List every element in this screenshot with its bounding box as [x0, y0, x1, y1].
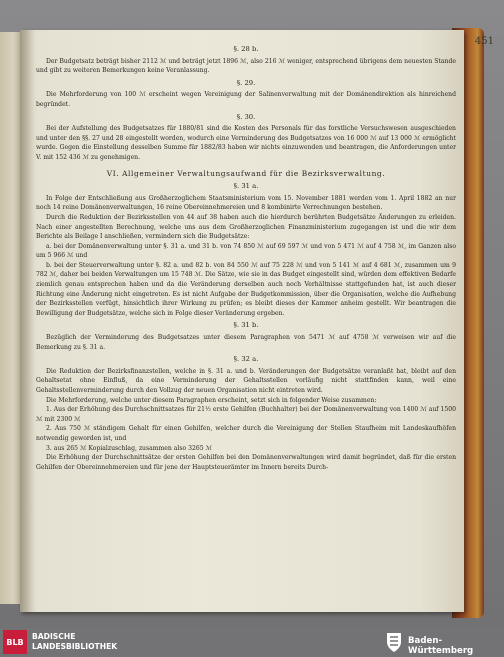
- paragraph: Bezüglich der Verminderung des Budgetsatzes unter diesem Paragraphen von 5471 ℳ auf 4758 ℳ verweisen wir auf die Bemerkung zu §. 31 a.: [36, 334, 456, 351]
- paragraph: Die Mehrforderung von 100 ℳ erscheint wegen Vereinigung der Salinenverwaltung mit der Domänendirektion als hinreichend begründet.: [36, 91, 456, 108]
- chapter-heading: VI. Allgemeiner Verwaltungsaufwand für die Bezirksverwaltung.: [106, 168, 386, 178]
- paragraph: 2. Aus 750 ℳ ständigem Gehalt für einen Gehilfen, welcher durch die Vereinigung der Stellen Staufheim mit Landeskaufhöfen notwendig geworden ist, und: [36, 425, 456, 442]
- page-text: [36, 42, 456, 602]
- paragraph: 1. Aus der Erhöhung des Durchschnittsatzes für 21½ erste Gehilfen (Buchhalter) bei der Domänenverwaltung von 1400 ℳ auf 1500 ℳ mit 2300 ℳ: [36, 406, 456, 423]
- baden-wuerttemberg-label[interactable]: Baden-Württemberg: [408, 636, 474, 656]
- paragraph: b. bei der Steuerverwaltung unter §. 82 a. und 82 b. von 84 550 ℳ auf 75 228 ℳ und von 5 141 ℳ auf 4 681 ℳ, zusammen um 9 782 ℳ, daher bei beiden Verwaltungen um 15 748 ℳ. Die Sätze, wie sie in das Budget eingestellt sind, würden dem effektiven Bedarfe ziemlich genau entsprechen haben und da die Veränderung derselben auch noch Verhältnisse stattgefunden hat, ist auch dieser Richtung eine Änderung nicht eingetreten. Es ist nicht Aufgabe der Budgetkommission, über die Organisation, welche die Aufhebung der Bezirksstellen verfügt, hinsichtlich ihrer Wirkung zu prüfen; es bleibt dieses der Kammer anheim gestellt. Wir beantragen die Bewilligung der Budgetsätze, welche sich in Folge dieser Veränderung ergeben.: [36, 261, 456, 317]
- blb-name[interactable]: [32, 632, 117, 652]
- paragraph: Bei der Aufstellung des Budgetsatzes für 1880/81 sind die Kosten des Personals für das forstliche Versuchswesen ausgeschieden und unter den §§. 27 und 28 eingestellt worden, wodurch eine Verminderung des Budgetsatzes von 16 000 ℳ auf 13 000 ℳ ermöglicht wurde. Gegen die Einstellung desselben Summe für 1882/83 haben wir nichts einzuwenden und beantragen, die Anforderungen unter V. mit 152 436 ℳ zu genehmigen.: [36, 125, 456, 161]
- paragraph: a. bei der Domänenverwaltung unter §. 31 a. und 31 b. von 74 850 ℳ auf 69 597 ℳ und von 5 471 ℳ auf 4 758 ℳ, im Ganzen also um 5 966 ℳ und: [36, 242, 456, 260]
- section-heading: §. 31 b.: [233, 321, 259, 330]
- paragraph: Durch die Reduktion der Bezirksstellen von 44 auf 38 haben auch die hierdurch berührten Budgetsätze Änderungen zu erleiden. Nach einer angestellten Berechnung, welche uns aus dem Großherzoglichen Finanzministerium zugegangen ist und die wir dem Berichte als Beilage I anschließen, vermindern sich die Budgetsätze:: [36, 213, 456, 241]
- section-heading: §. 31 a.: [233, 182, 259, 191]
- blb-name-line2: LANDESBIBLIOTHEK: [32, 642, 118, 651]
- page-number: 451: [474, 36, 494, 47]
- baden-wuerttemberg-lion-icon: [384, 631, 404, 653]
- paragraph: Die Erhöhung der Durchschnittsätze der ersten Gehilfen bei den Domänenverwaltungen wird damit begründet, daß für die ersten Gehilfen der Obereinnehmereien und für jene der Hauptsteuerämter im Innern bereits Durch-: [36, 454, 456, 471]
- section-heading: §. 29.: [236, 78, 256, 87]
- paragraph: 3. aus 265 ℳ Kopialzuschlag, zusammen also 3265 ℳ: [46, 444, 213, 452]
- section-heading: §. 28 b.: [233, 45, 259, 53]
- paragraph: Die Reduktion der Bezirksfinanzstellen, welche in §. 31 a. und b. Veränderungen der Budgetsätze veranlaßt hat, bleibt auf den Gehaltsetat ohne Einfluß, da eine Verminderung der Gehaltsstellen vorläufig nicht stattfinden kann, weil eine Gehaltsstellenverminderung durch den Vollzug der neuen Organisation nicht eintreten wird.: [36, 367, 456, 394]
- blb-name-line1: BADISCHE: [32, 632, 76, 641]
- paragraph: In Folge der Entschließung aus Großherzoglichem Staatsministerium vom 15. November 1881 werden vom 1. April 1882 an nur noch 14 reine Domänenverwaltungen, 16 reine Obereinnehmereien und 8 kombinirte Verrechnungen bestehen.: [36, 194, 456, 212]
- paragraph: Die Mehrforderung, welche unter diesem Paragraphen erscheint, setzt sich in folgender Weise zusammen:: [46, 396, 377, 404]
- section-heading: §. 32 a.: [233, 355, 259, 364]
- paragraph: Der Budgetsatz beträgt bisher 2112 ℳ und beträgt jetzt 1896 ℳ, also 216 ℳ weniger, entsprechend übrigens dem neuesten Stande und gibt zu weiteren Bemerkungen keine Veranlassung.: [36, 57, 456, 75]
- section-heading: §. 30.: [236, 112, 256, 121]
- blb-logo[interactable]: BLB: [3, 630, 27, 654]
- page-gutter-shadow: [20, 30, 34, 612]
